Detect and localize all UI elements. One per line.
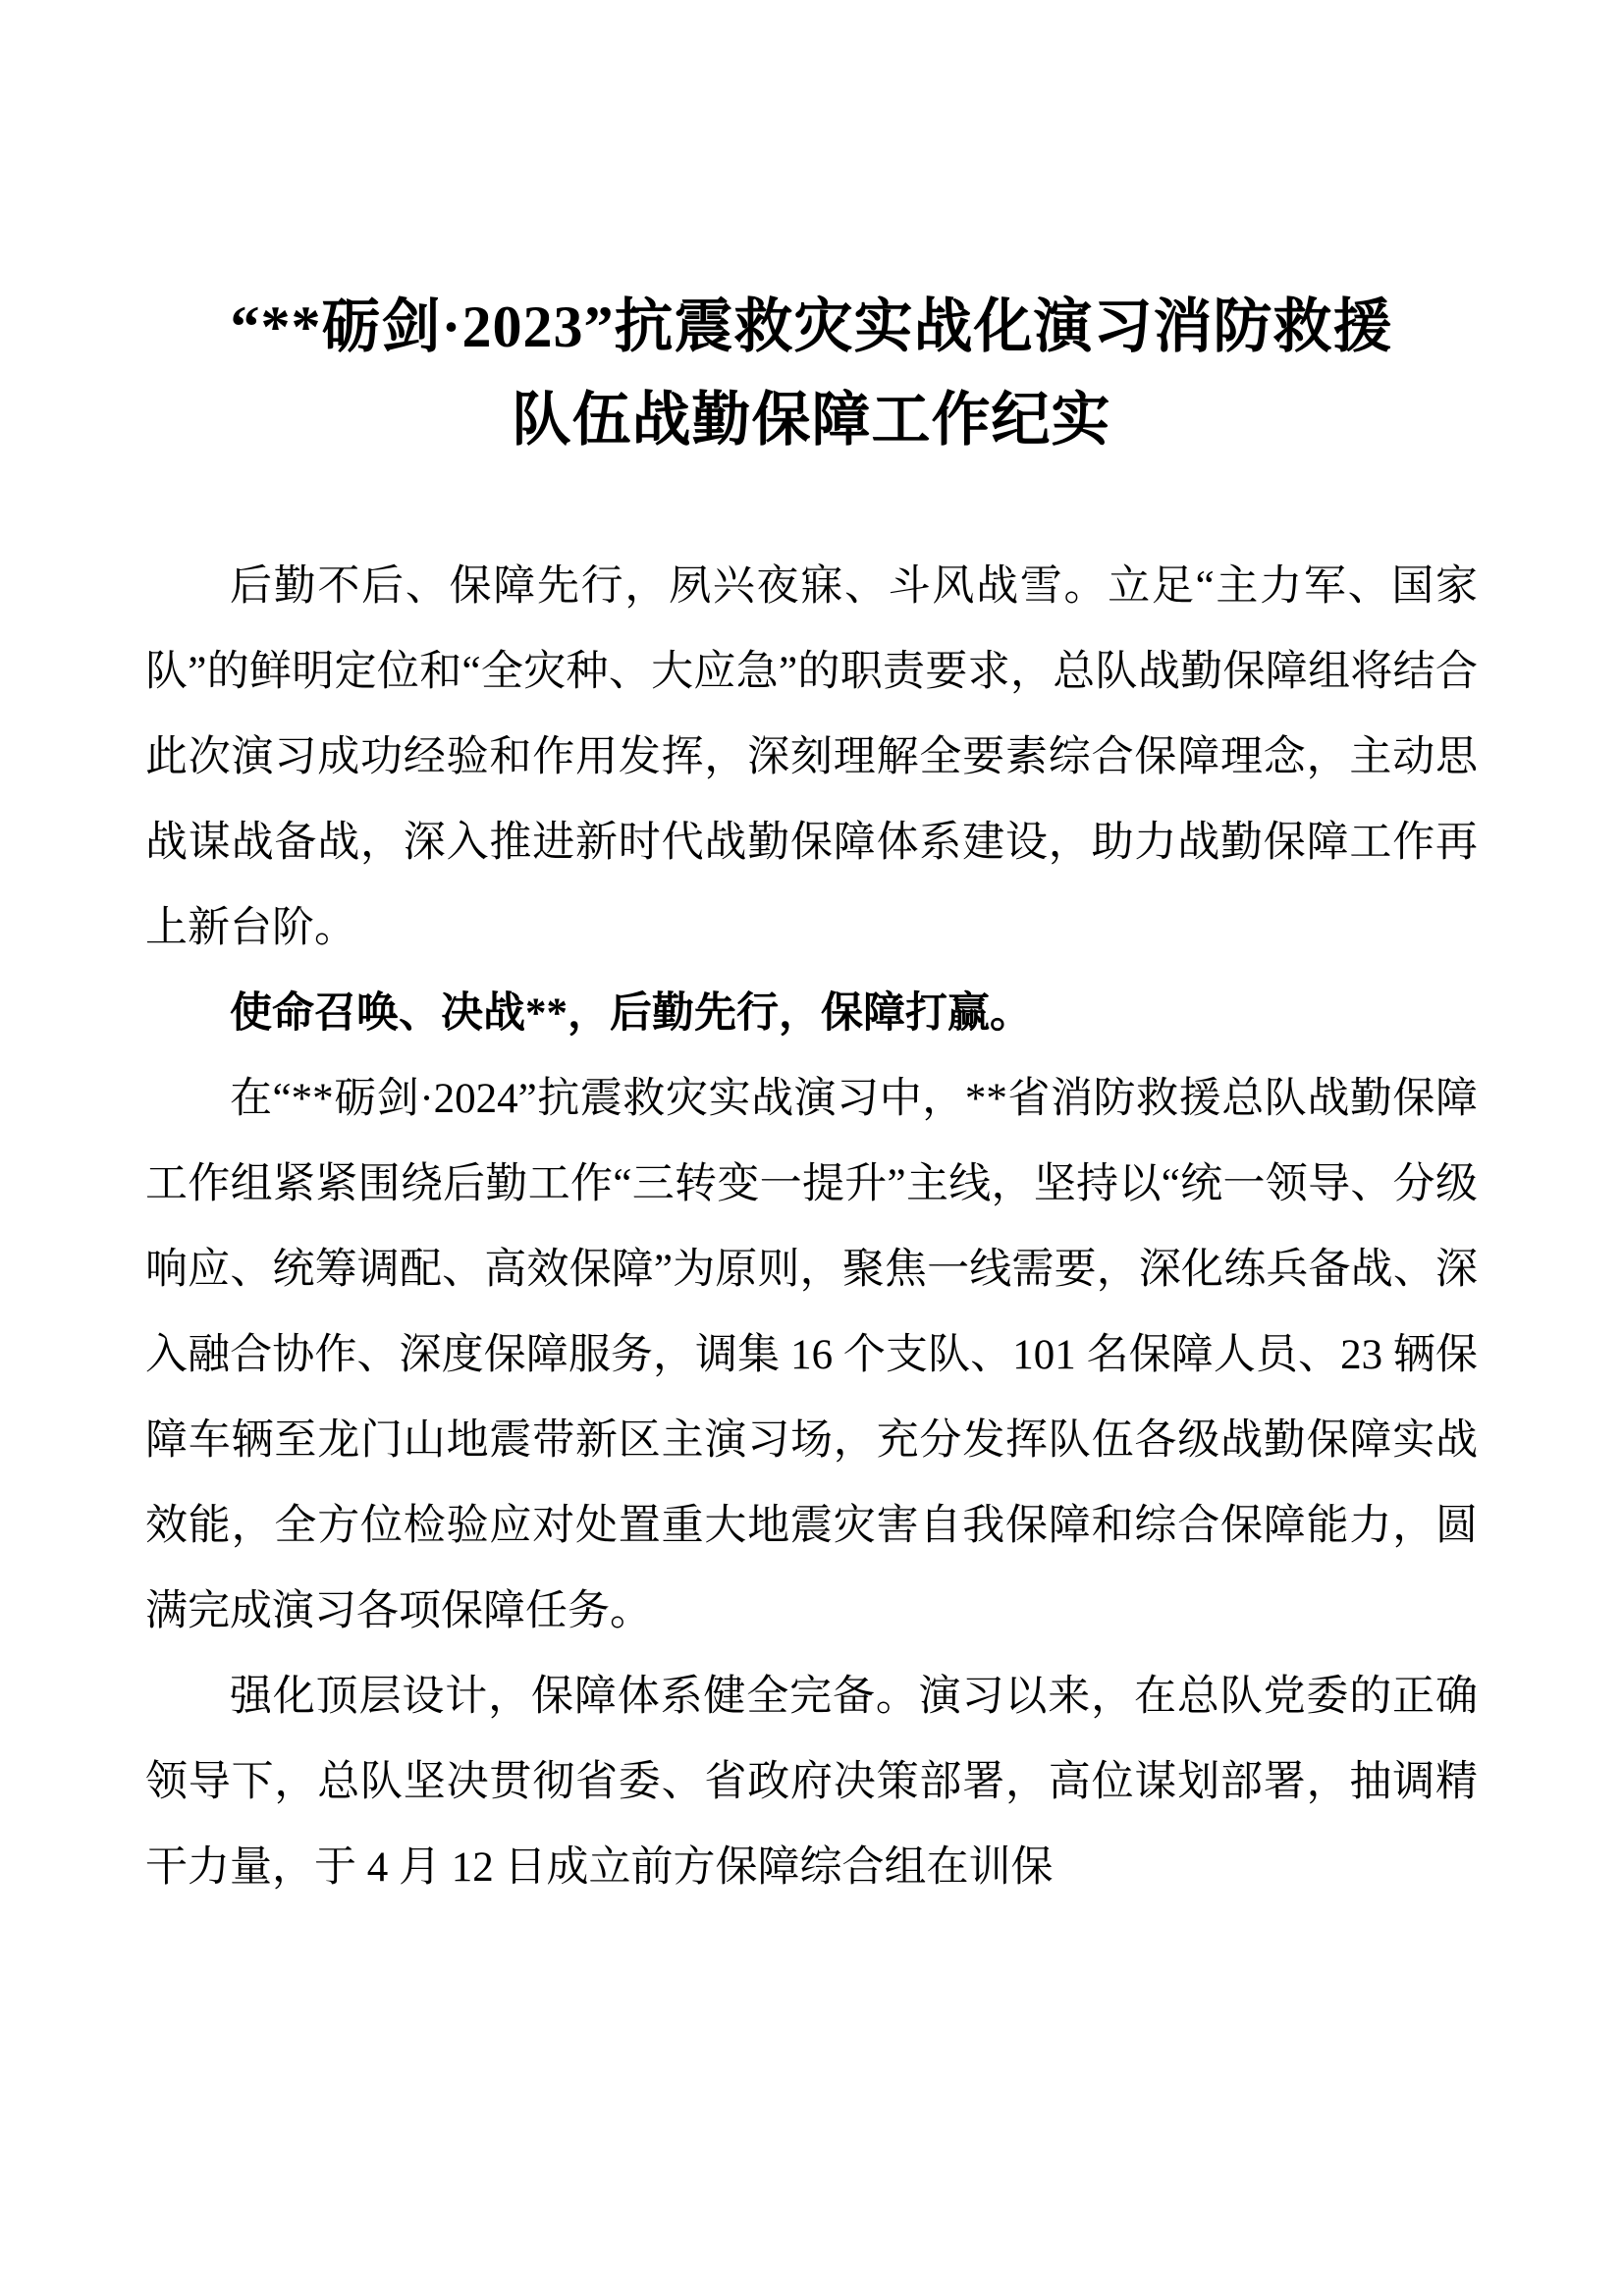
paragraph-slogan-bold: 使命召唤、决战**，后勤先行，保障打赢。: [230, 990, 1032, 1037]
document-title-line-1: “**砺剑·2023”抗震救灾实战化演习消防救援: [230, 294, 1393, 359]
paragraph-top-level-design: 强化顶层设计，保障体系健全完备。演习以来，在总队党委的正确领导下，总队坚决贯彻省委、省政府决策部署，高位谋划部署，抽调精干力量，于 4 月 12 日成立前方保障综合组在训保: [145, 1674, 1478, 1891]
document-title: [145, 281, 1478, 467]
paragraph-exercise-overview: 在“**砺剑·2024”抗震救灾实战演习中，**省消防救援总队战勤保障工作组紧紧围绕后勤工作“三转变一提升”主线，坚持以“统一领导、分级响应、统筹调配、高效保障”为原则，聚焦一线需要，深化练兵备战、深入融合协作、深度保障服务，调集 16 个支队、101 名保障人员、23 辆保障车辆至龙门山地震带新区主演习场，充分发挥队伍各级战勤保障实战效能，全方位检验应对处置重大地震灾害自我保障和综合保障能力，圆满完成演习各项保障任务。: [145, 1076, 1478, 1634]
paragraph-intro: 后勤不后、保障先行，夙兴夜寐、斗风战雪。立足“主力军、国家队”的鲜明定位和“全灾种、大应急”的职责要求，总队战勤保障组将结合此次演习成功经验和作用发挥，深刻理解全要素综合保障理念，主动思战谋战备战，深入推进新时代战勤保障体系建设，助力战勤保障工作再上新台阶。: [145, 563, 1478, 951]
document-title-line-2: 队伍战勤保障工作纪实: [512, 388, 1111, 453]
